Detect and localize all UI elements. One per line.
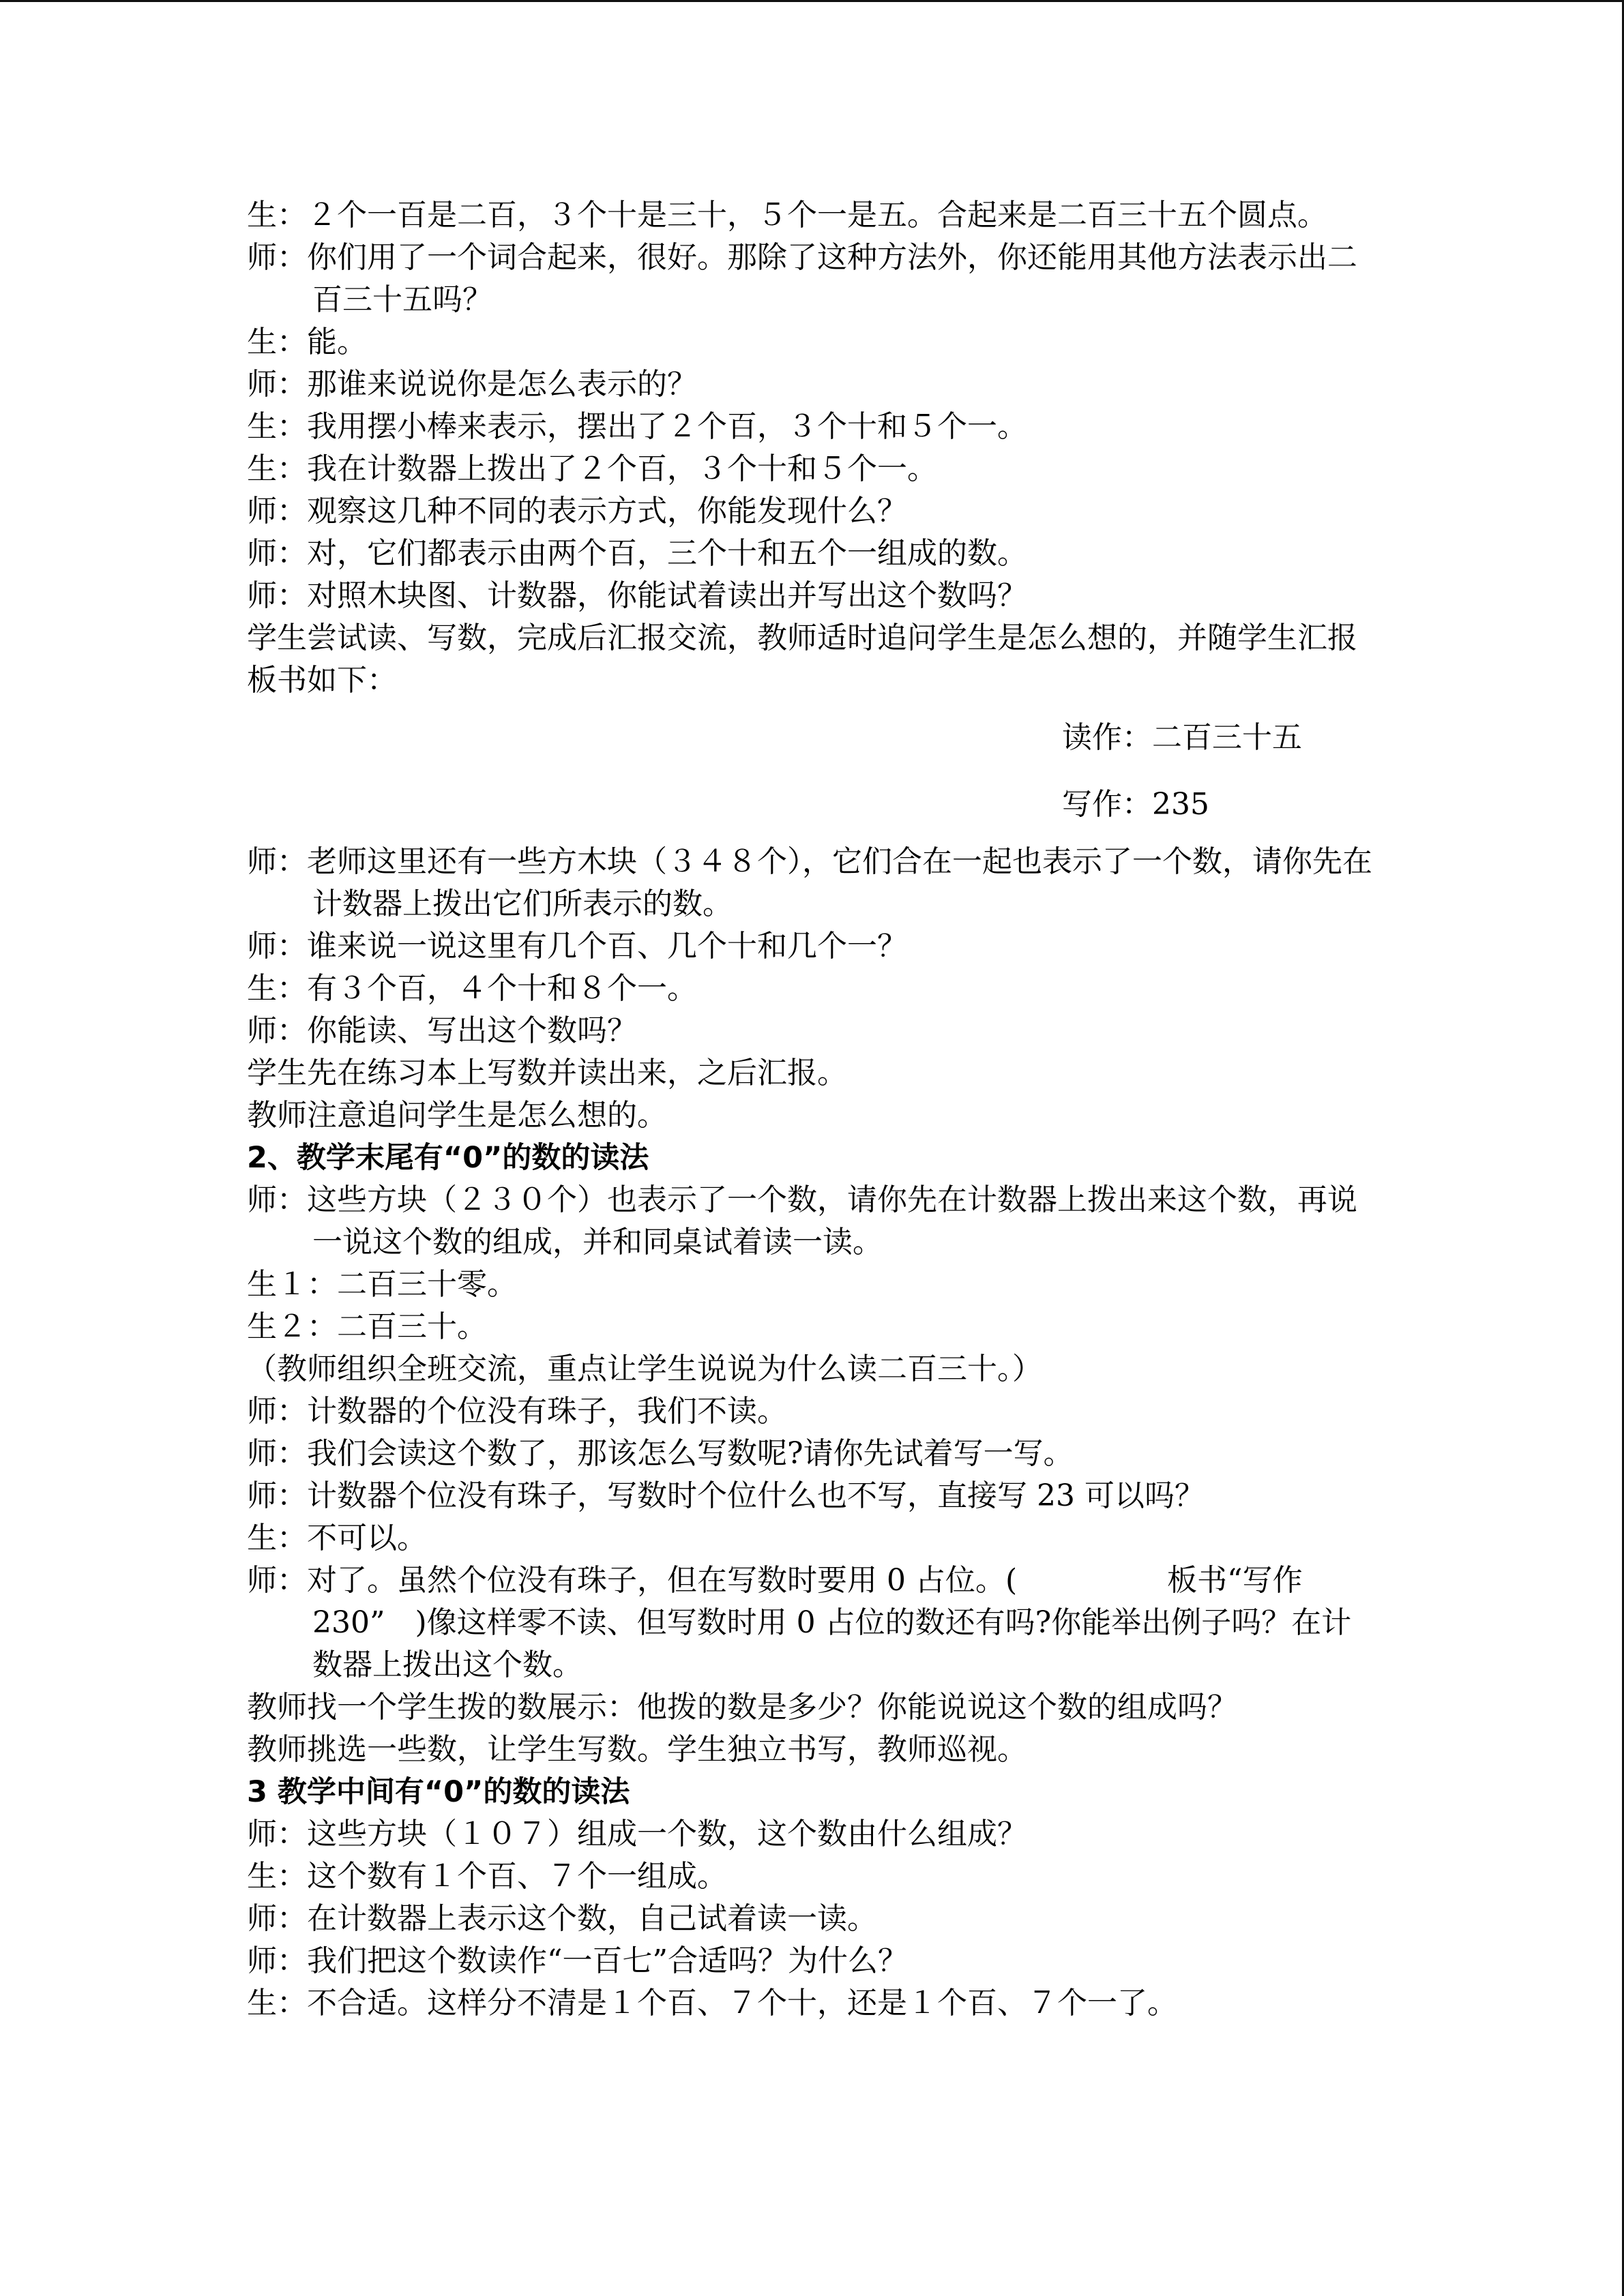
document-body (247, 194, 1379, 2025)
dialogue-line: 生：不合适。这样分不清是１个百、７个十，还是１个百、７个一了。 (247, 1986, 1177, 2021)
dialogue-line: 师：在计数器上表示这个数，自己试着读一读。 (247, 1901, 877, 1936)
dialogue-line: 生：能。 (247, 325, 367, 359)
dialogue-line: 师：对，它们都表示由两个百，三个十和五个一组成的数。 (247, 536, 1027, 571)
section-heading: 2、教学末尾有“0”的数的读法 (247, 1141, 649, 1175)
dialogue-line: 师：谁来说一说这里有几个百、几个十和几个一？ (247, 929, 907, 964)
narration-line: 学生先在练习本上写数并读出来，之后汇报。 (247, 1056, 847, 1090)
dialogue-line: 生１：二百三十零。 (247, 1267, 517, 1302)
dialogue-line: 师：观察这几种不同的表示方式，你能发现什么？ (247, 494, 907, 528)
dialogue-line: 师：对照木块图、计数器，你能试着读出并写出这个数吗？ (247, 578, 1027, 613)
dialogue-line: 生：有３个百，４个十和８个一。 (247, 971, 697, 1006)
dialogue-line: 师：你能读、写出这个数吗？ (247, 1013, 637, 1048)
narration-line: （教师组织全班交流，重点让学生说说为什么读二百三十。） (247, 1352, 1042, 1386)
board-writing (247, 717, 1379, 826)
section-heading: 3 教学中间有“0”的数的读法 (247, 1775, 630, 1809)
dialogue-line: 师：这些方块（１０７）组成一个数，这个数由什么组成？ (247, 1817, 1027, 1851)
narration-line: 学生尝试读、写数，完成后汇报交流，教师适时追问学生是怎么想的，并随学生汇报板书如下： (247, 621, 1357, 698)
dialogue-line: 生：这个数有１个百、７个一组成。 (247, 1859, 727, 1894)
top-border-line (0, 0, 1624, 2)
dialogue-line: 生：不可以。 (247, 1521, 427, 1555)
dialogue-line: 师：计数器的个位没有珠子，我们不读。 (247, 1394, 787, 1429)
dialogue-line: 生：我在计数器上拨出了２个百，３个十和５个一。 (247, 451, 937, 486)
dialogue-line: 师：计数器个位没有珠子，写数时个位什么也不写，直接写 23 可以吗？ (247, 1478, 1205, 1513)
dialogue-line: 师：我们会读这个数了，那该怎么写数呢?请你先试着写一写。 (247, 1436, 1074, 1471)
dialogue-line: 师：对了。虽然个位没有珠子，但在写数时要用 0 占位。( 板书“写作 230” )像这样零不读、但写数时用 0 占位的数还有吗?你能举出例子吗？在计数器上拨出这个数。 (247, 1563, 1352, 1682)
narration-line: 教师注意追问学生是怎么想的。 (247, 1098, 667, 1133)
board-write-line: 写作：235 (1062, 787, 1209, 822)
narration-line: 教师挑选一些数，让学生写数。学生独立书写，教师巡视。 (247, 1732, 1027, 1767)
dialogue-line: 生２：二百三十。 (247, 1309, 487, 1344)
dialogue-line: 师：那谁来说说你是怎么表示的？ (247, 367, 697, 402)
board-read-line: 读作：二百三十五 (1062, 720, 1302, 755)
dialogue-line: 师：这些方块（２３０个）也表示了一个数，请你先在计数器上拨出来这个数，再说一说这个数的组成，并和同桌试着读一读。 (247, 1182, 1357, 1259)
narration-line: 教师找一个学生拨的数展示：他拨的数是多少？你能说说这个数的组成吗？ (247, 1690, 1237, 1725)
dialogue-line: 生：２个一百是二百，３个十是三十，５个一是五。合起来是二百三十五个圆点。 (247, 198, 1327, 233)
dialogue-line: 师：我们把这个数读作“一百七”合适吗？为什么？ (247, 1943, 908, 1978)
dialogue-line: 师：老师这里还有一些方木块（３４８个），它们合在一起也表示了一个数，请你先在计数器上拨出它们所表示的数。 (247, 844, 1372, 921)
dialogue-line: 生：我用摆小棒来表示，摆出了２个百，３个十和５个一。 (247, 409, 1027, 444)
dialogue-line: 师：你们用了一个词合起来，很好。那除了这种方法外，你还能用其他方法表示出二百三十五吗？ (247, 240, 1357, 317)
